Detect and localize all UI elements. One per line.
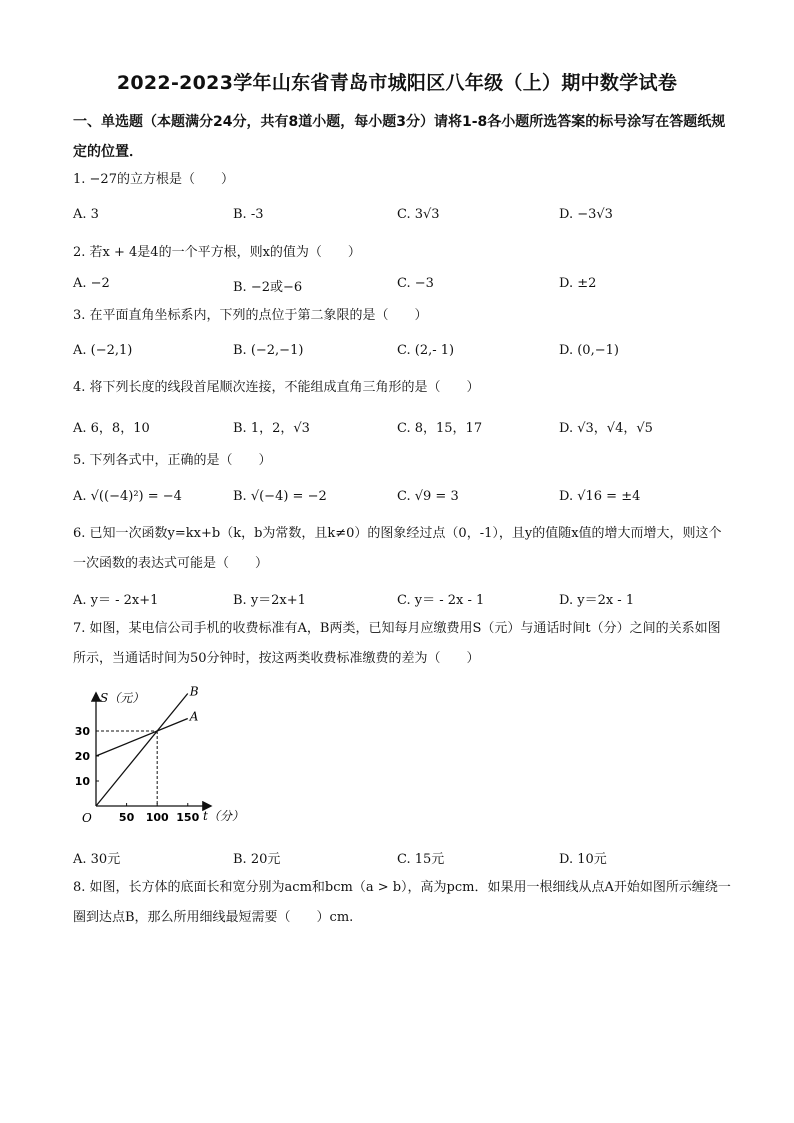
question-4-option-b[interactable]: B. 1，2，√3	[233, 421, 310, 436]
question-6-options	[73, 589, 733, 609]
y-axis-label: S（元）	[100, 691, 145, 705]
y-tick-label-10: 10	[74, 775, 90, 788]
question-2-option-d[interactable]: D. ±2	[559, 276, 597, 291]
question-5-options	[73, 489, 733, 509]
question-2-option-c[interactable]: C. −3	[397, 276, 434, 291]
question-2-option-b[interactable]: B. −2或−6	[233, 280, 303, 295]
question-8-stem: 8. 如图，长方体的底面长和宽分别为acm和bcm（a > b），高为pcm．如果用一根细线从点A开始如图所示缠绕一圈到达点B，那么所用细线最短需要（ ）cm.	[73, 880, 731, 925]
question-6-option-b[interactable]: B. y＝2x+1	[233, 593, 306, 608]
question-3-option-c[interactable]: C. (2,- 1)	[397, 343, 455, 358]
question-6-option-c[interactable]: C. y＝ - 2x - 1	[397, 593, 485, 608]
question-7-option-a[interactable]: A. 30元	[73, 852, 121, 867]
page-title: 2022-2023学年山东省青岛市城阳区八年级（上）期中数学试卷	[116, 72, 678, 94]
question-1-options	[73, 207, 733, 227]
question-7-option-d[interactable]: D. 10元	[559, 852, 607, 867]
question-7-chart	[70, 680, 250, 840]
question-7-stem: 7. 如图，某电信公司手机的收费标准有A，B两类，已知每月应缴费用S（元）与通话时间t（分）之间的关系如图所示，当通话时间为50分钟时，按这两类收费标准缴费的差为（ ）	[73, 621, 721, 666]
question-4-option-c[interactable]: C. 8，15，17	[397, 421, 483, 436]
section-heading: 一、单选题（本题满分24分，共有8道小题，每小题3分）请将1-8各小题所选答案的标号涂写在答题纸规定的位置．	[73, 114, 726, 160]
question-5-stem: 5. 下列各式中，正确的是（ ）	[73, 453, 272, 468]
question-3-option-d[interactable]: D. (0,−1)	[559, 343, 619, 358]
y-tick-label-20: 20	[74, 750, 90, 763]
question-1-option-c[interactable]: C. 3√3	[397, 207, 440, 222]
question-6-option-d[interactable]: D. y＝2x - 1	[559, 593, 635, 608]
question-2-stem: 2. 若x + 4是4的一个平方根，则x的值为（ ）	[73, 245, 361, 260]
origin-label: O	[82, 811, 92, 825]
question-3-options	[73, 343, 733, 363]
x-axis-label: t（分）	[203, 809, 244, 823]
question-3-option-a[interactable]: A. (−2,1)	[73, 343, 133, 358]
question-7-option-b[interactable]: B. 20元	[233, 852, 281, 867]
question-6-stem: 6. 已知一次函数y=kx+b（k，b为常数，且k≠0）的图象经过点（0，-1），且y的值随x值的增大而增大，则这个一次函数的表达式可能是（ ）	[73, 526, 722, 571]
question-1-option-d[interactable]: D. −3√3	[559, 207, 613, 222]
question-1-stem: 1. −27的立方根是（ ）	[73, 172, 234, 187]
question-2-option-a[interactable]: A. −2	[73, 276, 110, 291]
series-label-A: A	[189, 709, 199, 724]
x-tick-label-100: 100	[145, 811, 169, 824]
question-4-option-a[interactable]: A. 6，8，10	[73, 421, 150, 436]
question-5-option-b[interactable]: B. √(−4) = −2	[233, 489, 327, 504]
question-1-option-b[interactable]: B. -3	[233, 207, 264, 222]
x-tick-label-150: 150	[176, 811, 200, 824]
question-4-stem: 4. 将下列长度的线段首尾顺次连接，不能组成直角三角形的是（ ）	[73, 380, 480, 395]
question-6-option-a[interactable]: A. y＝ - 2x+1	[73, 593, 159, 608]
question-3-stem: 3. 在平面直角坐标系内，下列的点位于第二象限的是（ ）	[73, 308, 428, 323]
question-4-option-d[interactable]: D. √3，√4，√5	[559, 421, 653, 436]
question-7-options	[73, 848, 733, 868]
question-3-option-b[interactable]: B. (−2,−1)	[233, 343, 304, 358]
question-2-options	[73, 276, 733, 296]
question-7-option-c[interactable]: C. 15元	[397, 852, 445, 867]
question-5-option-a[interactable]: A. √((−4)²) = −4	[73, 489, 182, 504]
question-5-option-c[interactable]: C. √9 = 3	[397, 489, 459, 504]
y-tick-label-30: 30	[74, 725, 90, 738]
series-label-B: B	[189, 684, 199, 699]
question-5-option-d[interactable]: D. √16 = ±4	[559, 489, 641, 504]
question-1-option-a[interactable]: A. 3	[73, 207, 99, 222]
question-4-options	[73, 417, 733, 437]
x-tick-label-50: 50	[118, 811, 135, 824]
